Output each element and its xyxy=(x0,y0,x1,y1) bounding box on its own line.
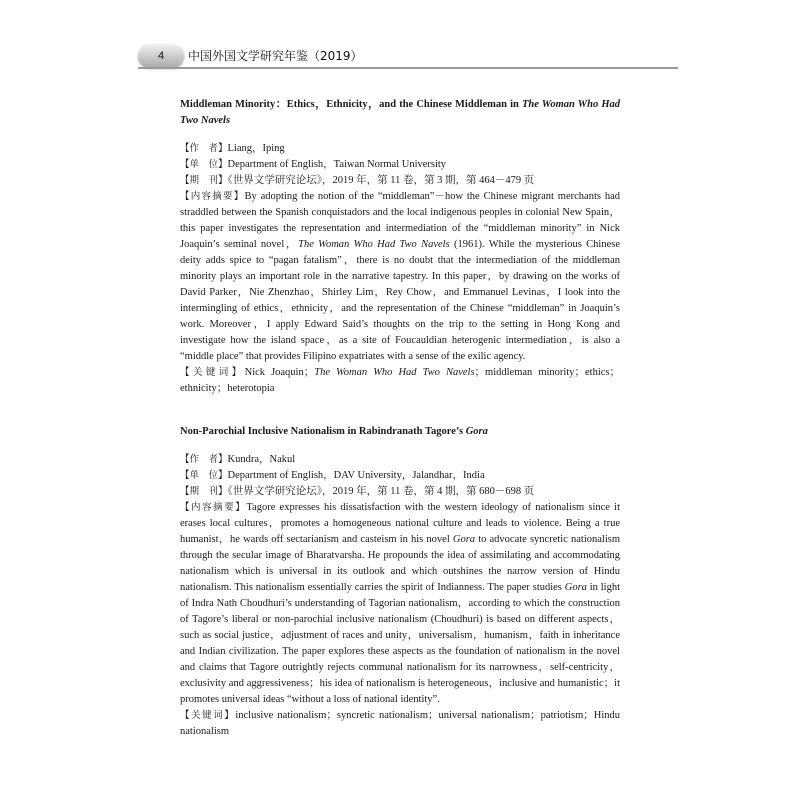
keywords-line xyxy=(180,708,620,740)
journal-value: 《世界文学研究论坛》，2019 年，第 11 卷，第 3 期，第 464－479 页 xyxy=(227,175,535,186)
abstract-italic: Gora xyxy=(564,582,587,593)
keywords-label: 【关键词】 xyxy=(180,710,236,721)
author-value: Liang，Iping xyxy=(227,143,285,154)
abstract-label: 【内容摘要】 xyxy=(180,191,245,202)
journal-line xyxy=(180,173,620,189)
running-title: 中国外国文学研究年鉴（2019） xyxy=(188,49,363,63)
keywords-italic: The Woman Who Had Two Navels xyxy=(314,367,475,378)
keywords-text: inclusive nationalism；syncretic nationalism；universal nationalism；patriotism；Hindu nationalism xyxy=(180,710,620,737)
keywords-line xyxy=(180,365,620,397)
header-rule xyxy=(138,67,678,69)
unit-value: Department of English，DAV University，Jalandhar，India xyxy=(227,470,485,481)
abstract-text: in light of Indra Nath Choudhuri’s understanding of Tagorian nationalism，according to which the construction of Tagore’s liberal or non-parochial inclusive nationalism (Choudhuri) is based on different aspects，such as social justice，adjustment of races and unity，universalism，humanism，faith in inheritance and Indian civilization. The paper explores these aspects as the foundation of nationalism in the novel and claims that Tagore outrightly rejects communal nationalism for its narrowness，self-centricity，exclusivity and aggressiveness；his idea of nationalism is heterogeneous，inclusive and humanistic；it promotes universal ideas “without a loss of national identity”. xyxy=(180,582,620,705)
title-italic: Gora xyxy=(465,426,488,437)
article-separator xyxy=(180,397,620,424)
unit-label: 【单 位】 xyxy=(180,470,228,481)
page-number-badge: 4 xyxy=(138,44,184,68)
abstract-text: Tagore expresses his dissatisfaction with the western ideology of nationalism since it erases local cultures，promotes a homogeneous national culture and leads to violence. Being a true humanist，he wards off sectarianism and casteism in his novel xyxy=(180,502,620,545)
author-label: 【作 者】 xyxy=(180,454,228,465)
unit-line xyxy=(180,468,620,484)
unit-value: Department of English，Taiwan Normal University xyxy=(227,159,447,170)
unit-line xyxy=(180,157,620,173)
article-entry xyxy=(180,424,620,740)
abstract-paragraph xyxy=(180,189,620,365)
keywords-label: 【关键词】 xyxy=(180,367,245,378)
abstract-italic: The Woman Who Had Two Navels xyxy=(298,239,450,250)
title-text: Non-Parochial Inclusive Nationalism in Rabindranath Tagore’s xyxy=(180,426,466,437)
abstract-label: 【内容摘要】 xyxy=(180,502,247,513)
abstract-italic: Gora xyxy=(452,534,476,545)
unit-label: 【单 位】 xyxy=(180,159,228,170)
author-line xyxy=(180,452,620,468)
abstract-text: By adopting the notion of the “middleman”－how the Chinese migrant merchants had straddled between the Spanish conquistadors and the local indigenous peoples in colonial New Spain，this paper investigates the representation and intermediation of the “middleman minority” in Nick Joaquin’s seminal novel， xyxy=(180,191,620,250)
page-header xyxy=(138,44,678,68)
page-content xyxy=(180,97,620,740)
journal-line xyxy=(180,484,620,500)
article-title xyxy=(180,424,620,440)
author-line xyxy=(180,141,620,157)
journal-label: 【期 刊】 xyxy=(180,486,228,497)
abstract-paragraph xyxy=(180,500,620,708)
keywords-text: ；middleman minority；ethics；ethnicity；heterotopia xyxy=(180,367,620,394)
journal-label: 【期 刊】 xyxy=(180,175,228,186)
keywords-text: Nick Joaquin； xyxy=(244,367,315,378)
article-title xyxy=(180,97,620,129)
abstract-text: (1961). While the mysterious Chinese deity adds spice to “pagan fatalism”，there is no doubt that the intermediation of the middleman minority plays an important role in the narrative tapestry. In this paper，by drawing on the works of David Parker，Nie Zhenzhao，Shirley Lim，Rey Chow，and Emmanuel Levinas，I look into the intermingling of ethics，ethnicity，and the representation of the Chinese “middleman” in Joaquin’s work. Moreover，I apply Edward Said’s thoughts on the trip to the setting in Hong Kong and investigate how the island space，as a site of Foucauldian heterogenic intermediation，is also a “middle place” that provides Filipino expatriates with a sense of the exilic agency. xyxy=(180,239,620,362)
author-label: 【作 者】 xyxy=(180,143,228,154)
title-italic: The Woman Who Had Two Navels xyxy=(180,99,620,126)
title-text: Middleman Minority：Ethics，Ethnicity，and the Chinese Middleman in xyxy=(180,99,522,110)
author-value: Kundra，Nakul xyxy=(227,454,296,465)
article-entry xyxy=(180,97,620,397)
journal-value: 《世界文学研究论坛》，2019 年，第 11 卷，第 4 期，第 680－698 页 xyxy=(227,486,535,497)
abstract-text: to advocate syncretic nationalism through the secular image of Bharatvarsha. He propounds the idea of assimilating and accommodating nationalism which is universal in its outlook and which outshines the narrow version of Hindu nationalism. This nationalism essentially carries the spirit of Indianness. The paper studies xyxy=(180,534,620,593)
